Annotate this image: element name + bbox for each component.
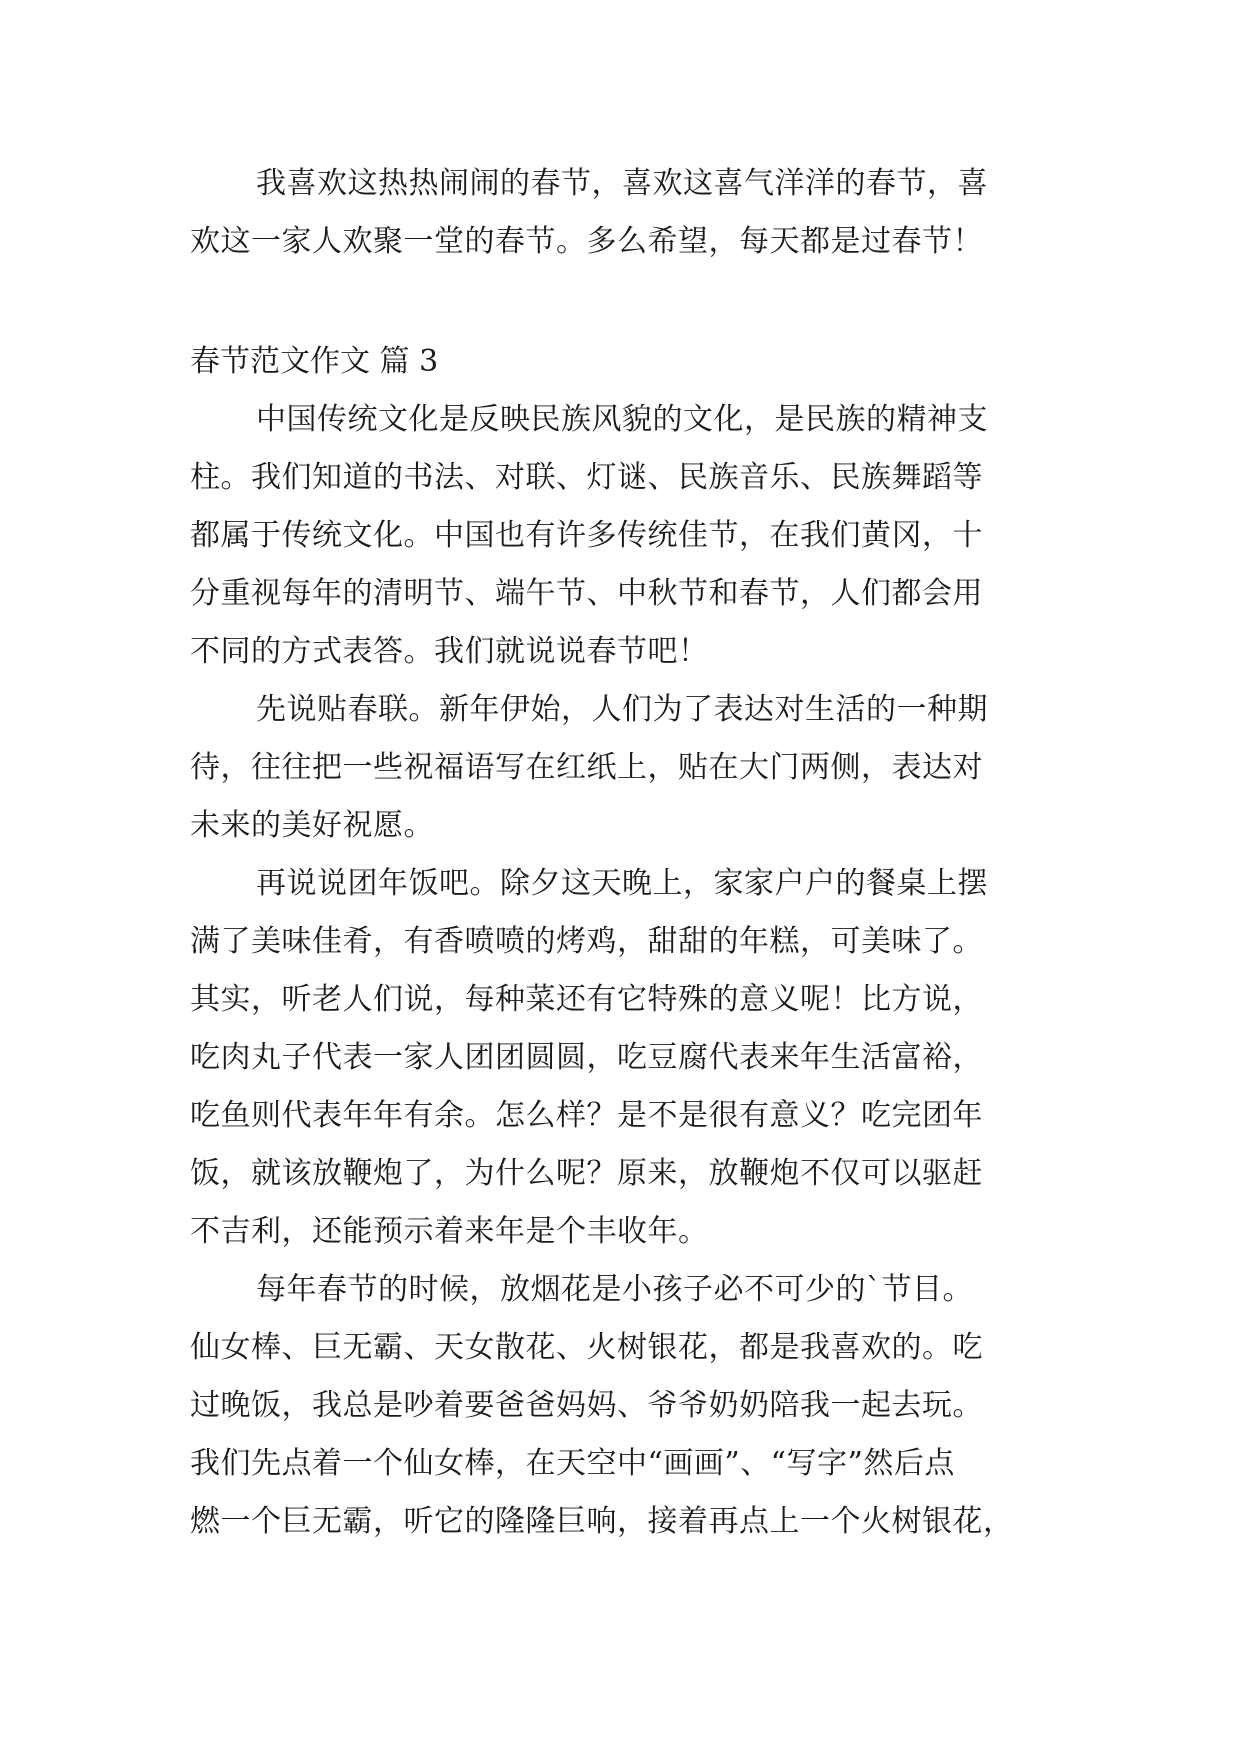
paragraph-line: 燃一个巨无霸，听它的隆隆巨响，接着再点上一个火树银花， xyxy=(190,1504,1014,1539)
paragraph-line: 欢这一家人欢聚一堂的春节。多么希望，每天都是过春节！ xyxy=(190,224,983,259)
paragraph-line: 吃鱼则代表年年有余。怎么样？是不是很有意义？吃完团年 xyxy=(190,1098,983,1133)
paragraph-line: 每年春节的时候，放烟花是小孩子必不可少的`节目。 xyxy=(256,1272,973,1307)
paragraph-traditional-culture xyxy=(190,391,1055,681)
paragraph-line: 中国传统文化是反映民族风貌的文化，是民族的精神支 xyxy=(256,402,988,437)
paragraph-line: 先说贴春联。新年伊始，人们为了表达对生活的一种期 xyxy=(256,692,988,727)
paragraph-line: 仙女棒、巨无霸、天女散花、火树银花，都是我喜欢的。吃 xyxy=(190,1330,983,1365)
section-heading: 春节范文作文 篇 3 xyxy=(190,344,439,379)
paragraph-fireworks xyxy=(190,1261,1055,1551)
paragraph-spring-couplets xyxy=(190,681,1055,855)
paragraph-line: 待，往往把一些祝福语写在红纸上，贴在大门两侧，表达对 xyxy=(190,750,983,785)
paragraph-line: 我喜欢这热热闹闹的春节，喜欢这喜气洋洋的春节，喜 xyxy=(256,166,988,201)
paragraph-line: 饭，就该放鞭炮了，为什么呢？原来，放鞭炮不仅可以驱赶 xyxy=(190,1156,983,1191)
paragraph-line: 再说说团年饭吧。除夕这天晚上，家家户户的餐桌上摆 xyxy=(256,866,988,901)
paragraph-line: 不同的方式表答。我们就说说春节吧！ xyxy=(190,634,709,669)
paragraph-line: 吃肉丸子代表一家人团团圆圆，吃豆腐代表来年生活富裕， xyxy=(190,1040,983,1075)
paragraph-line: 其实，听老人们说，每种菜还有它特殊的意义呢！比方说， xyxy=(190,982,983,1017)
paragraph-line: 都属于传统文化。中国也有许多传统佳节，在我们黄冈，十 xyxy=(190,518,983,553)
paragraph-line: 柱。我们知道的书法、对联、灯谜、民族音乐、民族舞蹈等 xyxy=(190,460,983,495)
intro-paragraph xyxy=(190,155,1055,271)
paragraph-line: 满了美味佳肴，有香喷喷的烤鸡，甜甜的年糕，可美味了。 xyxy=(190,924,983,959)
paragraph-line: 未来的美好祝愿。 xyxy=(190,808,434,843)
paragraph-line: 过晚饭，我总是吵着要爸爸妈妈、爷爷奶奶陪我一起去玩。 xyxy=(190,1388,983,1423)
paragraph-reunion-dinner xyxy=(190,855,1055,1261)
paragraph-line: 不吉利，还能预示着来年是个丰收年。 xyxy=(190,1214,709,1249)
paragraph-line: 分重视每年的清明节、端午节、中秋节和春节，人们都会用 xyxy=(190,576,983,611)
paragraph-line: 我们先点着一个仙女棒，在天空中“画画”、“写字”然后点 xyxy=(190,1446,955,1481)
